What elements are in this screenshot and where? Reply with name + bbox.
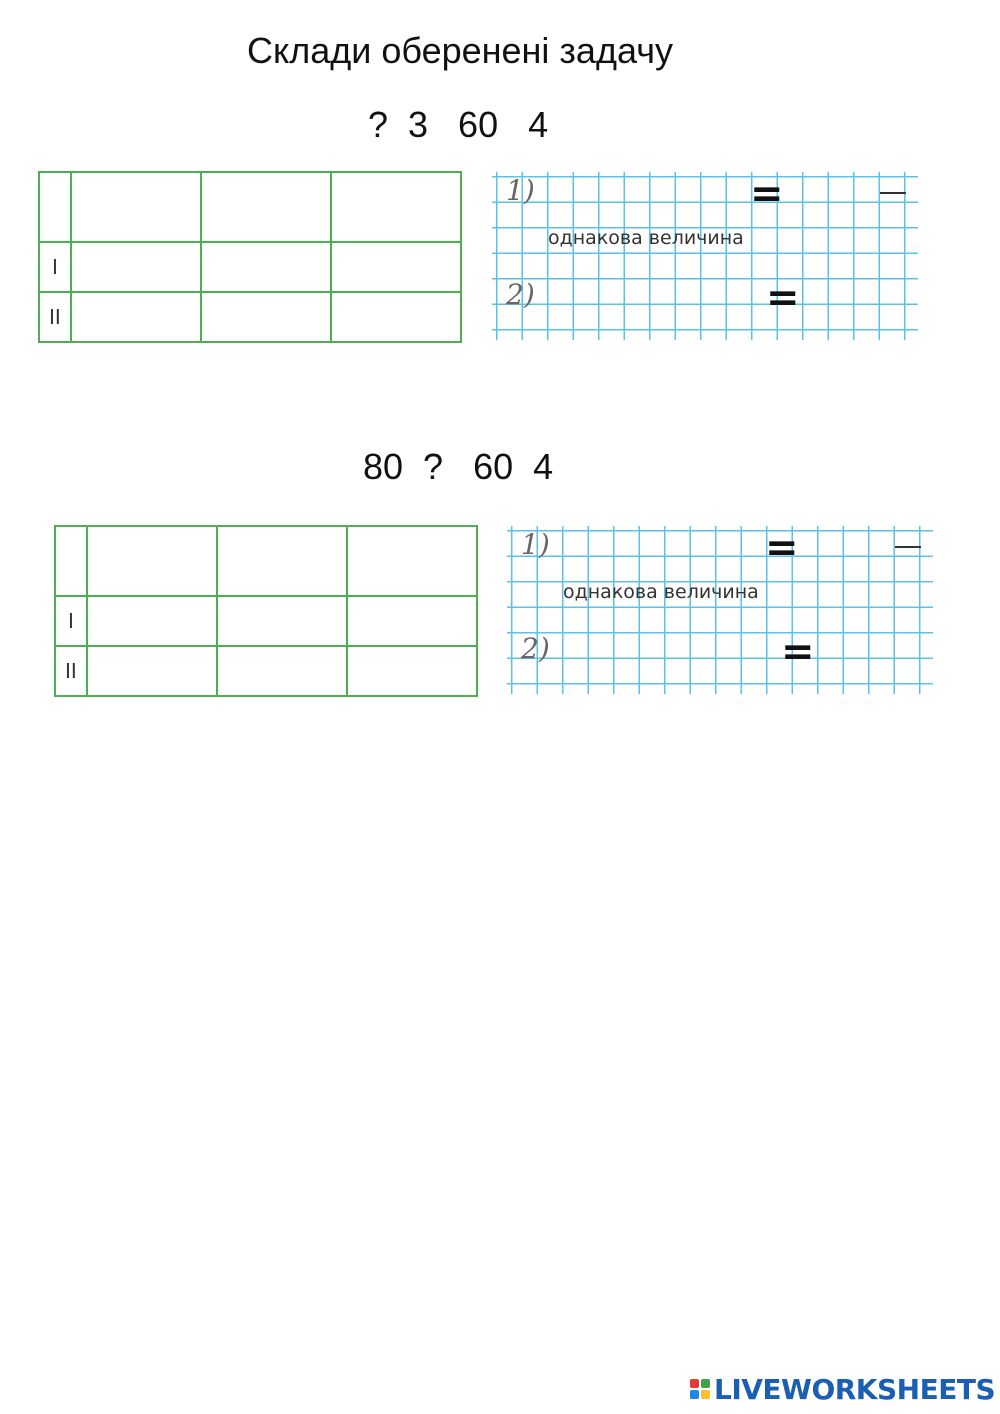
table-cell[interactable] [87,526,217,596]
logo-icon [690,1379,710,1399]
row-label-ii: II [55,646,87,696]
step-2-label: 2) [506,278,535,311]
table-cell[interactable] [201,242,331,292]
liveworksheets-logo [690,1374,995,1404]
step-1-label: 1) [521,528,550,561]
problem-2-solution-grid [507,526,933,694]
table-cell[interactable] [55,526,87,596]
problem-1-table [38,171,462,343]
problem-2-numbers: 80 ? 60 4 [363,446,554,487]
table-cell[interactable] [201,292,331,342]
table-cell[interactable] [87,596,217,646]
equals-sign: = [765,526,799,571]
dash-mark [880,192,906,194]
table-cell[interactable] [71,242,201,292]
table-cell[interactable] [39,172,71,242]
dash-mark [895,546,921,548]
step-2-label: 2) [521,632,550,665]
table-cell[interactable] [201,172,331,242]
table-cell[interactable] [331,242,461,292]
same-quantity-label: однакова величина [548,227,744,249]
row-label-ii: II [39,292,71,342]
table-cell[interactable] [347,526,477,596]
table-cell[interactable] [71,292,201,342]
table-cell[interactable] [217,596,347,646]
problem-1-solution-grid [492,172,918,340]
table-cell[interactable] [217,526,347,596]
problem-1-numbers: ? 3 60 4 [368,104,549,145]
table-cell[interactable] [331,172,461,242]
table-cell[interactable] [347,646,477,696]
worksheet-title: Склади оберенені задачу [247,30,673,71]
equals-sign: = [750,172,784,217]
table-cell[interactable] [71,172,201,242]
row-label-i: I [55,596,87,646]
same-quantity-label: однакова величина [563,581,759,603]
equals-sign: = [766,275,800,321]
table-cell[interactable] [217,646,347,696]
table-cell[interactable] [87,646,217,696]
step-1-label: 1) [506,174,535,207]
table-cell[interactable] [331,292,461,342]
row-label-i: I [39,242,71,292]
equals-sign: = [781,629,815,675]
table-cell[interactable] [347,596,477,646]
logo-text: LIVEWORKSHEETS [714,1372,996,1406]
problem-2-table [54,525,478,697]
